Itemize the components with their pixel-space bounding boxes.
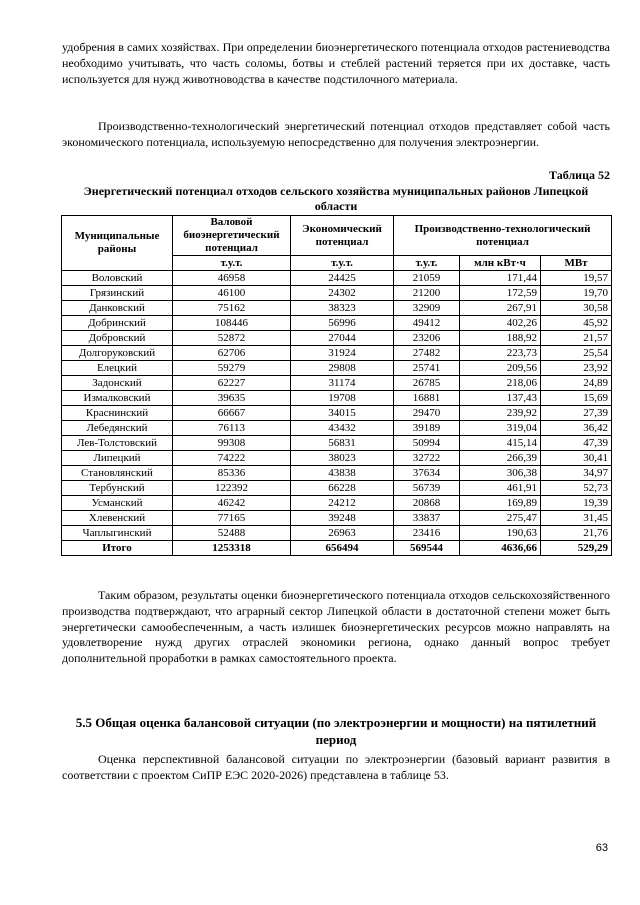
energy-potential-table (61, 215, 612, 556)
conclusion-paragraph: Таким образом, результаты оценки биоэнергетического потенциала отходов сельскохозяйственного производства подтверждают, что аграрный сектор Липецкой области в достаточной степени может быть энергетически самообеспеченным, а часть излишек биоэнергетических ресурсов можно направлять на удовлетворение нужд других отраслей экономики региона, однако данный вопрос требует дополнительной проработки в рамках самостоятельного проекта. (62, 588, 610, 666)
value-cell: 74222 (173, 451, 291, 466)
value-cell: 31924 (291, 346, 394, 361)
value-cell: 52872 (173, 331, 291, 346)
value-cell: 62227 (173, 376, 291, 391)
value-cell: 27,39 (541, 406, 612, 421)
value-cell: 43838 (291, 466, 394, 481)
value-cell: 15,69 (541, 391, 612, 406)
value-cell: 52488 (173, 526, 291, 541)
table-row (62, 511, 612, 526)
value-cell: 39189 (394, 421, 460, 436)
value-cell: 66228 (291, 481, 394, 496)
value-cell: 49412 (394, 316, 460, 331)
total-value-cell: 1253318 (173, 541, 291, 556)
value-cell: 266,39 (460, 451, 541, 466)
value-cell: 306,38 (460, 466, 541, 481)
table-row (62, 481, 612, 496)
value-cell: 39635 (173, 391, 291, 406)
value-cell: 32722 (394, 451, 460, 466)
intro-paragraph-1: удобрения в самих хозяйствах. При определении биоэнергетического потенциала отходов растениеводства необходимо учитывать, что часть соломы, ботвы и стеблей растений теряется при их доставке, часть используется для нужд животноводства в качестве подстилочного материала. (62, 40, 610, 86)
district-name-cell: Добровский (62, 331, 173, 346)
intro-paragraph-2: Производственно-технологический энергетический потенциал отходов представляет собой часть экономического потенциала, используемую непосредственно для получения электроэнергии. (62, 119, 610, 149)
district-name-cell: Добринский (62, 316, 173, 331)
value-cell: 275,47 (460, 511, 541, 526)
value-cell: 33837 (394, 511, 460, 526)
district-name-cell: Краснинский (62, 406, 173, 421)
header-production: Производственно-технологический потенциал (394, 216, 612, 256)
header-economic: Экономический потенциал (291, 216, 394, 256)
total-value-cell: 4636,66 (460, 541, 541, 556)
header-gross: Валовой биоэнергетический потенциал (173, 216, 291, 256)
district-name-cell: Долгоруковский (62, 346, 173, 361)
table-row (62, 421, 612, 436)
value-cell: 319,04 (460, 421, 541, 436)
district-name-cell: Измалковский (62, 391, 173, 406)
total-value-cell: 569544 (394, 541, 460, 556)
value-cell: 29808 (291, 361, 394, 376)
value-cell: 36,42 (541, 421, 612, 436)
value-cell: 24,89 (541, 376, 612, 391)
value-cell: 21200 (394, 286, 460, 301)
section-paragraph: Оценка перспективной балансовой ситуации по электроэнергии (базовый вариант развития в соответствии с проектом СиПР ЕЭС 2020-2026) представлена в таблице 53. (62, 752, 610, 782)
value-cell: 52,73 (541, 481, 612, 496)
value-cell: 171,44 (460, 271, 541, 286)
value-cell: 415,14 (460, 436, 541, 451)
value-cell: 66667 (173, 406, 291, 421)
value-cell: 190,63 (460, 526, 541, 541)
total-label-cell: Итого (62, 541, 173, 556)
value-cell: 26963 (291, 526, 394, 541)
value-cell: 27482 (394, 346, 460, 361)
unit-production-tut: т.у.т. (394, 256, 460, 271)
value-cell: 34015 (291, 406, 394, 421)
value-cell: 30,58 (541, 301, 612, 316)
unit-production-kwh: млн кВт·ч (460, 256, 541, 271)
unit-gross: т.у.т. (173, 256, 291, 271)
value-cell: 99308 (173, 436, 291, 451)
value-cell: 23206 (394, 331, 460, 346)
table-number: Таблица 52 (549, 168, 610, 182)
page-number: 63 (595, 842, 608, 854)
value-cell: 50994 (394, 436, 460, 451)
value-cell: 23,92 (541, 361, 612, 376)
district-name-cell: Воловский (62, 271, 173, 286)
value-cell: 239,92 (460, 406, 541, 421)
table-row (62, 466, 612, 481)
total-row (62, 541, 612, 556)
value-cell: 26785 (394, 376, 460, 391)
table-row (62, 496, 612, 511)
value-cell: 24425 (291, 271, 394, 286)
table-row (62, 286, 612, 301)
table-row (62, 406, 612, 421)
value-cell: 38023 (291, 451, 394, 466)
value-cell: 209,56 (460, 361, 541, 376)
table-row (62, 436, 612, 451)
value-cell: 16881 (394, 391, 460, 406)
value-cell: 76113 (173, 421, 291, 436)
value-cell: 21,57 (541, 331, 612, 346)
value-cell: 223,73 (460, 346, 541, 361)
value-cell: 43432 (291, 421, 394, 436)
value-cell: 137,43 (460, 391, 541, 406)
table-row (62, 346, 612, 361)
value-cell: 46958 (173, 271, 291, 286)
value-cell: 46100 (173, 286, 291, 301)
value-cell: 30,41 (541, 451, 612, 466)
value-cell: 21,76 (541, 526, 612, 541)
value-cell: 77165 (173, 511, 291, 526)
value-cell: 24302 (291, 286, 394, 301)
value-cell: 56996 (291, 316, 394, 331)
table-title: Энергетический потенциал отходов сельского хозяйства муниципальных районов Липецкой области (83, 184, 589, 213)
district-name-cell: Чаплыгинский (62, 526, 173, 541)
value-cell: 24212 (291, 496, 394, 511)
value-cell: 169,89 (460, 496, 541, 511)
district-name-cell: Елецкий (62, 361, 173, 376)
table-row (62, 301, 612, 316)
value-cell: 62706 (173, 346, 291, 361)
value-cell: 38323 (291, 301, 394, 316)
total-value-cell: 656494 (291, 541, 394, 556)
district-name-cell: Усманский (62, 496, 173, 511)
table-body (62, 271, 612, 556)
value-cell: 19,57 (541, 271, 612, 286)
district-name-cell: Тербунский (62, 481, 173, 496)
table-row (62, 271, 612, 286)
header-district: Муниципальные районы (62, 216, 173, 271)
value-cell: 19,70 (541, 286, 612, 301)
value-cell: 56739 (394, 481, 460, 496)
value-cell: 122392 (173, 481, 291, 496)
district-name-cell: Становлянский (62, 466, 173, 481)
value-cell: 85336 (173, 466, 291, 481)
value-cell: 25741 (394, 361, 460, 376)
district-name-cell: Липецкий (62, 451, 173, 466)
table-row (62, 361, 612, 376)
value-cell: 59279 (173, 361, 291, 376)
value-cell: 461,91 (460, 481, 541, 496)
unit-economic: т.у.т. (291, 256, 394, 271)
value-cell: 25,54 (541, 346, 612, 361)
value-cell: 32909 (394, 301, 460, 316)
district-name-cell: Лев-Толстовский (62, 436, 173, 451)
value-cell: 267,91 (460, 301, 541, 316)
value-cell: 20868 (394, 496, 460, 511)
value-cell: 39248 (291, 511, 394, 526)
value-cell: 108446 (173, 316, 291, 331)
district-name-cell: Лебедянский (62, 421, 173, 436)
value-cell: 172,59 (460, 286, 541, 301)
value-cell: 188,92 (460, 331, 541, 346)
value-cell: 19,39 (541, 496, 612, 511)
table-row (62, 331, 612, 346)
table-row (62, 526, 612, 541)
value-cell: 23416 (394, 526, 460, 541)
value-cell: 402,26 (460, 316, 541, 331)
district-name-cell: Грязинский (62, 286, 173, 301)
value-cell: 45,92 (541, 316, 612, 331)
value-cell: 75162 (173, 301, 291, 316)
value-cell: 218,06 (460, 376, 541, 391)
value-cell: 34,97 (541, 466, 612, 481)
district-name-cell: Данковский (62, 301, 173, 316)
value-cell: 21059 (394, 271, 460, 286)
unit-production-mw: МВт (541, 256, 612, 271)
table-row (62, 316, 612, 331)
value-cell: 29470 (394, 406, 460, 421)
value-cell: 56831 (291, 436, 394, 451)
section-heading: 5.5 Общая оценка балансовой ситуации (по электроэнергии и мощности) на пятилетний период (75, 715, 597, 747)
value-cell: 47,39 (541, 436, 612, 451)
district-name-cell: Задонский (62, 376, 173, 391)
district-name-cell: Хлевенский (62, 511, 173, 526)
table-row (62, 376, 612, 391)
table-row (62, 391, 612, 406)
value-cell: 19708 (291, 391, 394, 406)
total-value-cell: 529,29 (541, 541, 612, 556)
value-cell: 27044 (291, 331, 394, 346)
value-cell: 31174 (291, 376, 394, 391)
value-cell: 46242 (173, 496, 291, 511)
value-cell: 31,45 (541, 511, 612, 526)
table-row (62, 451, 612, 466)
value-cell: 37634 (394, 466, 460, 481)
